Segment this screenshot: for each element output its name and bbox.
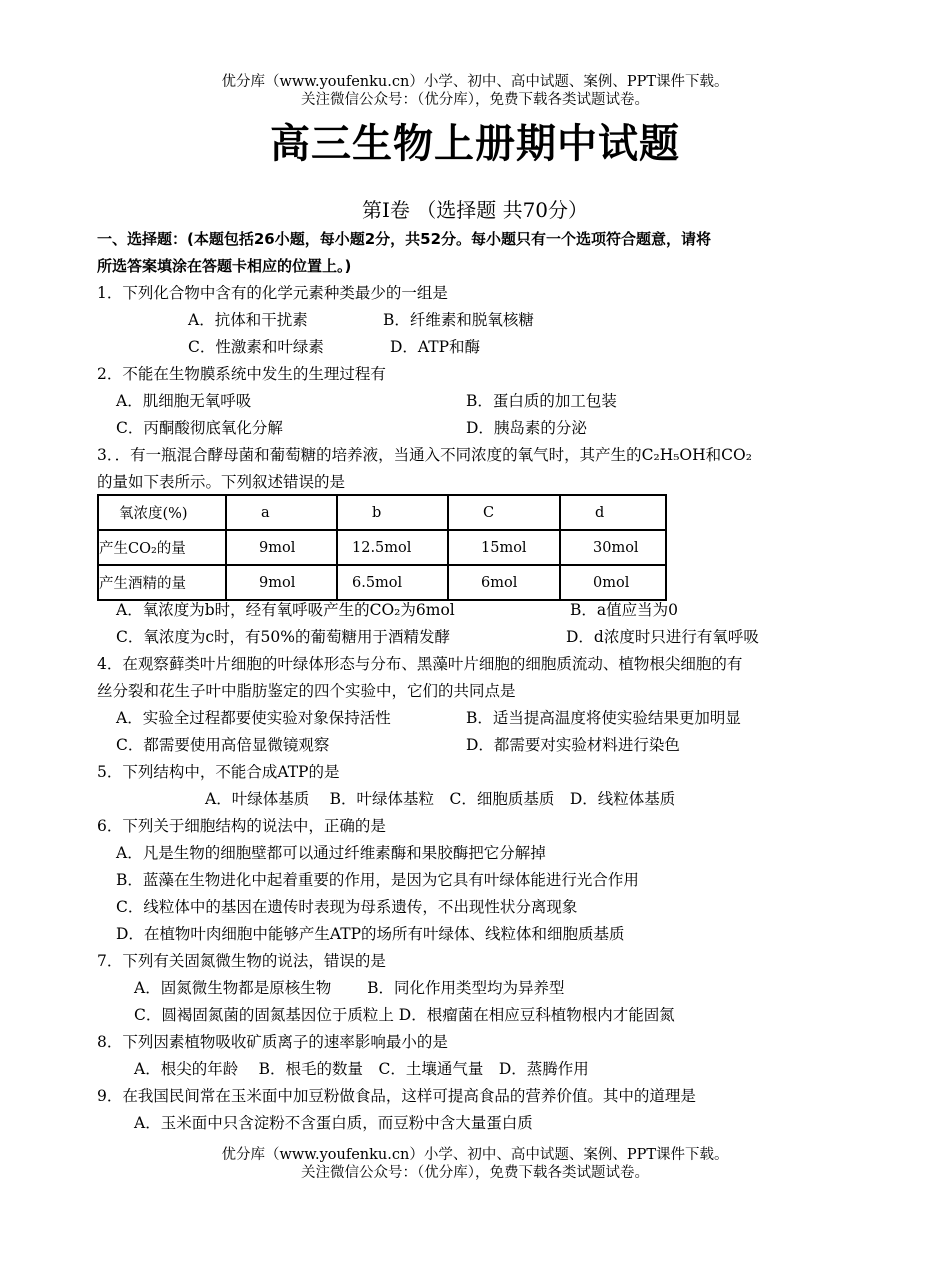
q1-stem: 1．下列化合物中含有的化学元素种类最少的一组是 — [97, 284, 448, 302]
table-row — [98, 565, 666, 600]
q1-option-a: A．抗体和干扰素 — [188, 311, 308, 329]
q6-option-c: C．线粒体中的基因在遗传时表现为母系遗传，不出现性状分离现象 — [116, 898, 578, 916]
q1-option-d: D．ATP和酶 — [390, 338, 481, 356]
table-header-cell: a — [226, 495, 337, 530]
q5-stem: 5．下列结构中，不能合成ATP的是 — [97, 763, 340, 781]
q6-option-d: D．在植物叶肉细胞中能够产生ATP的场所有叶绿体、线粒体和细胞质基质 — [116, 925, 625, 943]
q7-options-cd: C．圆褐固氮菌的固氮基因位于质粒上 D．根瘤菌在相应豆科植物根内才能固氮 — [134, 1006, 675, 1024]
table-header-cell: 氧浓度(%) — [98, 495, 226, 530]
q3-option-d: D．d浓度时只进行有氧呼吸 — [566, 628, 759, 646]
q4-option-d: D．都需要对实验材料进行染色 — [466, 736, 680, 754]
q2-option-c: C．丙酮酸彻底氧化分解 — [116, 419, 283, 437]
table-cell: 30mol — [560, 530, 666, 565]
q4-option-a: A．实验全过程都要使实验对象保持活性 — [116, 709, 391, 727]
section-instructions-1: 一、选择题：(本题包括26小题，每小题2分，共52分。每小题只有一个选项符合题意，请将 — [97, 230, 712, 248]
q1-option-b: B．纤维素和脱氧核糖 — [383, 311, 534, 329]
q8-options: A．根尖的年龄 B．根毛的数量 C．土壤通气量 D．蒸腾作用 — [134, 1060, 589, 1078]
q8-stem: 8．下列因素植物吸收矿质离子的速率影响最小的是 — [97, 1033, 448, 1051]
q4-option-c: C．都需要使用高倍显微镜观察 — [116, 736, 330, 754]
table-cell: 9mol — [226, 530, 337, 565]
table-row — [98, 530, 666, 565]
table-cell: 12.5mol — [337, 530, 448, 565]
q9-stem: 9．在我国民间常在玉米面中加豆粉做食品，这样可提高食品的营养价值。其中的道理是 — [97, 1087, 696, 1105]
table-cell: 15mol — [448, 530, 560, 565]
q3-stem-2: 的量如下表所示。下列叙述错误的是 — [97, 473, 346, 491]
q3-option-b: B．a值应当为0 — [570, 601, 678, 619]
table-header-row — [98, 495, 666, 530]
q2-option-d: D．胰岛素的分泌 — [466, 419, 587, 437]
q9-option-a: A．玉米面中只含淀粉不含蛋白质，而豆粉中含大量蛋白质 — [134, 1114, 533, 1132]
q6-option-b: B．蓝藻在生物进化中起着重要的作用，是因为它具有叶绿体能进行光合作用 — [116, 871, 639, 889]
table-row-header: 产生酒精的量 — [98, 565, 226, 600]
q6-stem: 6．下列关于细胞结构的说法中，正确的是 — [97, 817, 386, 835]
q4-option-b: B．适当提高温度将使实验结果更加明显 — [466, 709, 741, 727]
q4-stem-2: 丝分裂和花生子叶中脂肪鉴定的四个实验中，它们的共同点是 — [97, 682, 516, 700]
q7-stem: 7．下列有关固氮微生物的说法，错误的是 — [97, 952, 386, 970]
q3-option-c: C．氧浓度为c时，有50%的葡萄糖用于酒精发酵 — [116, 628, 450, 646]
header-line-1: 优分库（www.youfenku.cn）小学、初中、高中试题、案例、PPT课件下载。 — [221, 74, 729, 90]
q5-options: A．叶绿体基质 B．叶绿体基粒 C．细胞质基质 D．线粒体基质 — [205, 790, 676, 808]
section-subtitle: 第I卷 （选择题 共70分） — [361, 198, 589, 222]
q3-data-table — [97, 494, 667, 601]
table-header-cell: C — [448, 495, 560, 530]
table-header-cell: d — [560, 495, 666, 530]
table-header-cell: b — [337, 495, 448, 530]
table-cell: 6.5mol — [337, 565, 448, 600]
q1-option-c: C．性激素和叶绿素 — [188, 338, 324, 356]
q7-options-ab: A．固氮微生物都是原核生物 B．同化作用类型均为异养型 — [134, 979, 565, 997]
q4-stem-1: 4．在观察藓类叶片细胞的叶绿体形态与分布、黑藻叶片细胞的细胞质流动、植物根尖细胞的有 — [97, 655, 743, 673]
section-instructions-2: 所选答案填涂在答题卡相应的位置上。) — [97, 257, 352, 275]
footer-line-1: 优分库（www.youfenku.cn）小学、初中、高中试题、案例、PPT课件下载。 — [221, 1147, 729, 1163]
footer-line-2: 关注微信公众号：（优分库），免费下载各类试题试卷。 — [301, 1165, 649, 1181]
q3-stem-1: 3．．有一瓶混合酵母菌和葡萄糖的培养液，当通入不同浓度的氧气时，其产生的C₂H₅OH和CO₂ — [97, 446, 752, 464]
table-cell: 0mol — [560, 565, 666, 600]
q6-option-a: A．凡是生物的细胞壁都可以通过纤维素酶和果胶酶把它分解掉 — [116, 844, 546, 862]
q2-option-a: A．肌细胞无氧呼吸 — [116, 392, 252, 410]
header-line-2: 关注微信公众号：（优分库），免费下载各类试题试卷。 — [301, 92, 649, 108]
page-title: 高三生物上册期中试题 — [270, 121, 680, 167]
table-cell: 9mol — [226, 565, 337, 600]
table-row-header: 产生CO₂的量 — [98, 530, 226, 565]
table-cell: 6mol — [448, 565, 560, 600]
q3-option-a: A．氧浓度为b时，经有氧呼吸产生的CO₂为6mol — [116, 601, 455, 619]
q2-stem: 2．不能在生物膜系统中发生的生理过程有 — [97, 365, 386, 383]
q2-option-b: B．蛋白质的加工包装 — [466, 392, 617, 410]
